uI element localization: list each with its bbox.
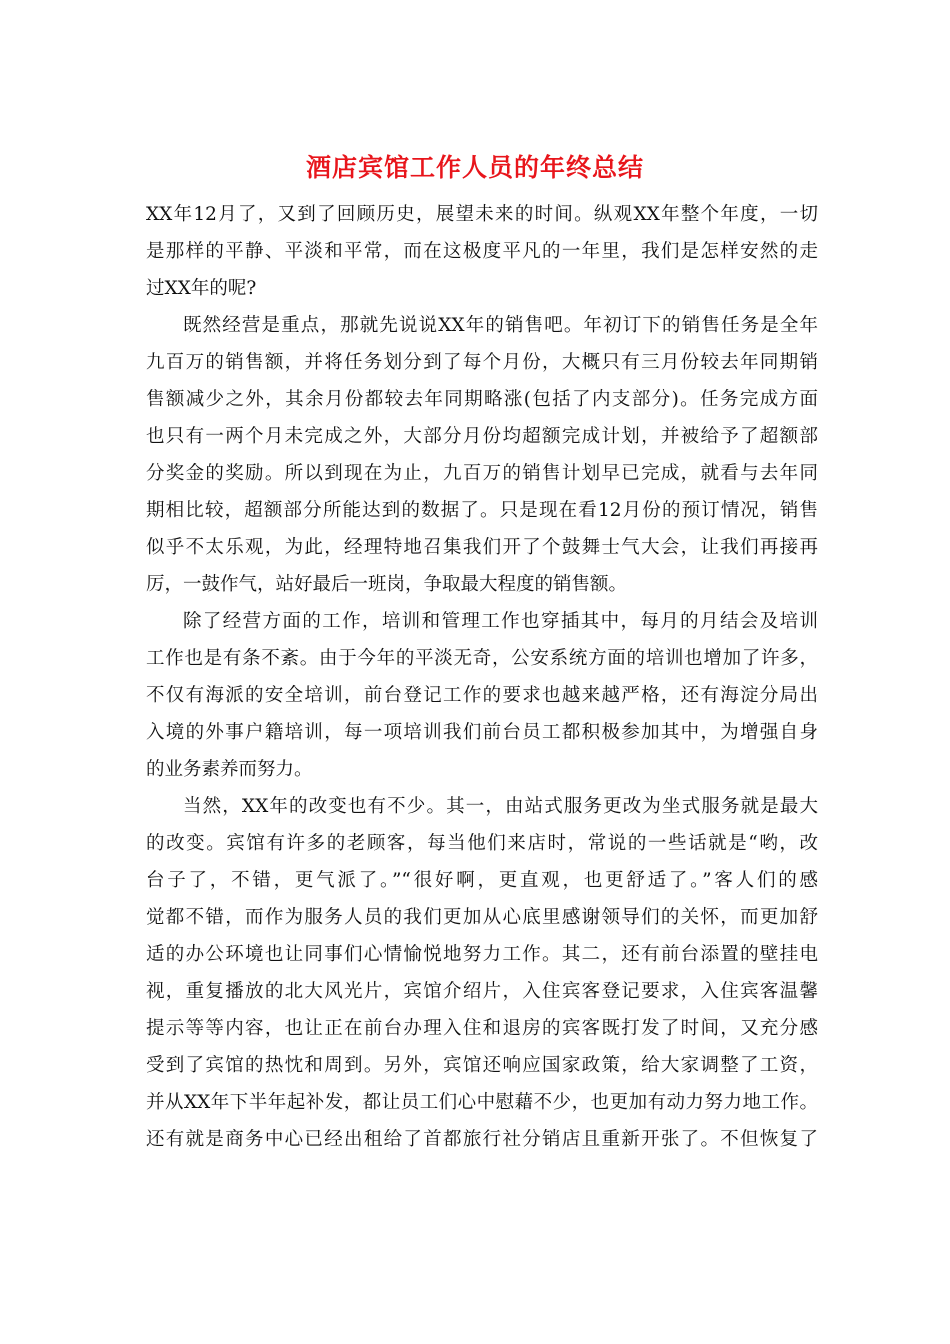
document-body [146, 196, 818, 1158]
text-line: 提示等等内容，也让正在前台办理入住和退房的宾客既打发了时间，又充分感 [146, 1018, 818, 1039]
text-line: 似乎不太乐观，为此，经理特地召集我们开了个鼓舞士气大会，让我们再接再 [146, 537, 818, 558]
text-line: 台子了，不错，更气派了。”“很好啊，更直观，也更舒适了。”客人们的感 [146, 870, 818, 891]
text-line: 过XX年的呢? [146, 278, 257, 299]
text-line: 当然，XX年的改变也有不少。其一，由站式服务更改为坐式服务就是最大 [183, 796, 818, 817]
text-line: 的改变。宾馆有许多的老顾客，每当他们来店时，常说的一些话就是“哟，改 [146, 833, 818, 854]
text-line: 觉都不错，而作为服务人员的我们更加从心底里感谢领导们的关怀，而更加舒 [146, 907, 818, 928]
text-line: 视，重复播放的北大风光片，宾馆介绍片，入住宾客登记要求，入住宾客温馨 [146, 981, 818, 1002]
text-line: 分奖金的奖励。所以到现在为止，九百万的销售计划早已完成，就看与去年同 [146, 463, 818, 484]
text-line: XX年12月了，又到了回顾历史，展望未来的时间。纵观XX年整个年度，一切 [146, 204, 818, 225]
text-line: 并从XX年下半年起补发，都让员工们心中慰藉不少，也更加有动力努力地工作。 [146, 1092, 818, 1113]
text-line: 九百万的销售额，并将任务划分到了每个月份，大概只有三月份较去年同期销 [146, 352, 818, 373]
text-line: 的业务素养而努力。 [146, 759, 313, 780]
text-line: 不仅有海派的安全培训，前台登记工作的要求也越来越严格，还有海淀分局出 [146, 685, 818, 706]
text-line: 也只有一两个月未完成之外，大部分月份均超额完成计划，并被给予了超额部 [146, 426, 818, 447]
text-line: 是那样的平静、平淡和平常，而在这极度平凡的一年里，我们是怎样安然的走 [146, 241, 818, 262]
text-line: 除了经营方面的工作，培训和管理工作也穿插其中，每月的月结会及培训 [183, 611, 818, 632]
text-line: 工作也是有条不紊。由于今年的平淡无奇，公安系统方面的培训也增加了许多， [146, 648, 818, 669]
text-line: 受到了宾馆的热忱和周到。另外，宾馆还响应国家政策，给大家调整了工资， [146, 1055, 818, 1076]
text-line: 还有就是商务中心已经出租给了首都旅行社分销店且重新开张了。不但恢复了 [146, 1129, 818, 1150]
document-title: 酒店宾馆工作人员的年终总结 [305, 153, 644, 182]
text-line: 期相比较，超额部分所能达到的数据了。只是现在看12月份的预订情况，销售 [146, 500, 818, 521]
text-line: 厉，一鼓作气，站好最后一班岗，争取最大程度的销售额。 [146, 574, 628, 595]
text-line: 入境的外事户籍培训，每一项培训我们前台员工都积极参加其中，为增强自身 [146, 722, 818, 743]
text-line: 既然经营是重点，那就先说说XX年的销售吧。年初订下的销售任务是全年 [183, 315, 818, 336]
text-line: 售额减少之外，其余月份都较去年同期略涨(包括了内支部分)。任务完成方面 [146, 389, 818, 410]
text-line: 适的办公环境也让同事们心情愉悦地努力工作。其二，还有前台添置的壁挂电 [146, 944, 818, 965]
